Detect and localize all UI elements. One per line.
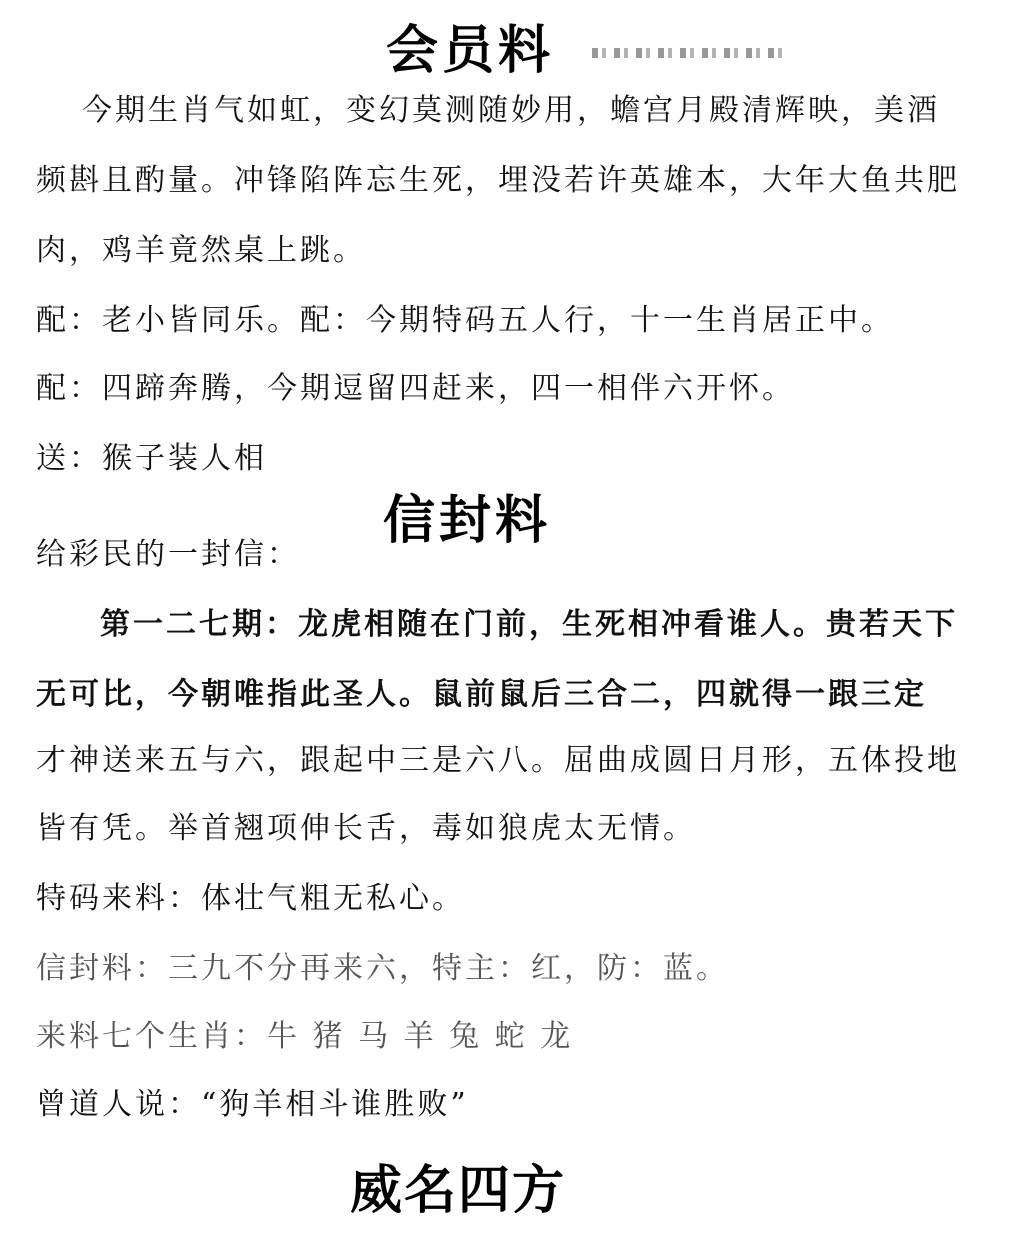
member-section-title: 会员料 <box>386 20 555 81</box>
envelope-line-6: 特码来料：体壮气粗无私心。 <box>36 881 465 916</box>
member-line-6: 送：猴子装人相 <box>36 441 267 476</box>
envelope-line-3: 无可比，今朝唯指此圣人。鼠前鼠后三合二，四就得一跟三定 <box>36 677 927 712</box>
envelope-line-7: 信封料：三九不分再来六，特主：红，防：蓝。 <box>36 951 729 986</box>
envelope-line-4: 才神送来五与六，跟起中三是六八。屈曲成圆日月形，五体投地 <box>36 743 960 778</box>
envelope-line-5: 皆有凭。举首翘项伸长舌，毒如狼虎太无情。 <box>36 811 696 846</box>
member-line-4: 配：老小皆同乐。配：今期特码五人行，十一生肖居正中。 <box>36 303 894 338</box>
envelope-line-9: 曾道人说：“狗羊相斗谁胜败” <box>36 1087 469 1122</box>
weiming-section-title: 威名四方 <box>350 1160 567 1221</box>
envelope-section-title: 信封料 <box>383 490 552 551</box>
member-line-1: 今期生肖气如虹，变幻莫测随妙用，蟾宫月殿清辉映，美酒 <box>82 93 940 128</box>
envelope-line-1: 给彩民的一封信： <box>36 537 300 572</box>
member-line-3: 肉，鸡羊竟然桌上跳。 <box>36 233 366 268</box>
envelope-line-8: 来料七个生肖：牛 猪 马 羊 兔 蛇 龙 <box>36 1019 574 1054</box>
scan-noise-mark <box>592 48 782 58</box>
envelope-line-2: 第一二七期：龙虎相随在门前，生死相冲看谁人。贵若天下 <box>100 607 958 642</box>
member-line-5: 配：四蹄奔腾，今期逗留四赶来，四一相伴六开怀。 <box>36 371 795 406</box>
member-line-2: 频斟且酌量。冲锋陷阵忘生死，埋没若许英雄本，大年大鱼共肥 <box>36 163 960 198</box>
